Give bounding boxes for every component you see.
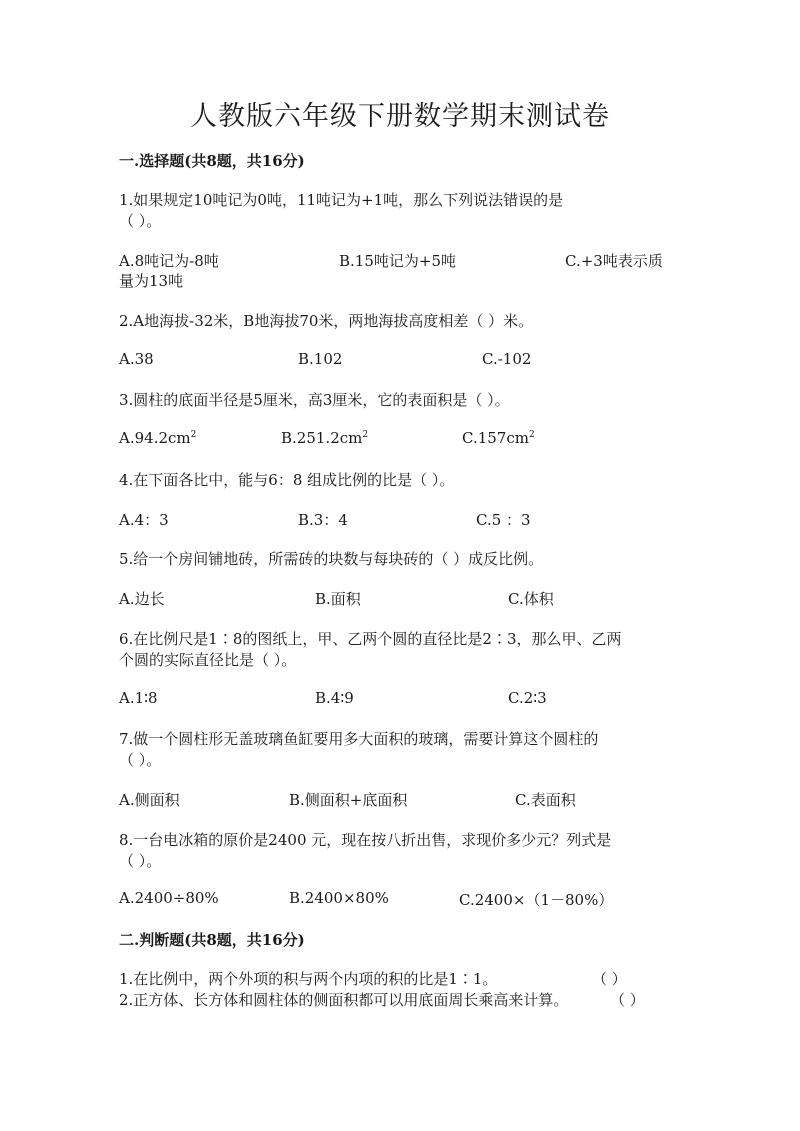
question-5-option-b: B.面积	[315, 590, 361, 608]
question-8-option-a: A.2400÷80%	[119, 889, 219, 907]
question-3-option-c: $C.157cm^2$	[462, 429, 535, 447]
question-4-line-1: 4.在下面各比中，能与6：8 组成比例的比是（ ）。	[119, 471, 455, 489]
question-8-option-c: C.2400×（1－80%）	[459, 891, 614, 909]
question-2-option-a: A.38	[119, 350, 154, 368]
question-7-option-a: A.侧面积	[119, 791, 180, 809]
question-4-option-c: C.5 ：3	[476, 511, 531, 529]
superscript: 2	[362, 430, 369, 440]
question-1-option-c: C.+3吨表示质	[565, 252, 663, 270]
superscript: 2	[190, 430, 197, 440]
question-6-option-a: A.1∶8	[119, 689, 158, 707]
question-1-option-c-continued: 量为13吨	[119, 272, 184, 290]
question-7-line-2: （ ）。	[119, 751, 162, 769]
question-6-line-2: 个圆的实际直径比是（ ）。	[119, 651, 297, 669]
question-6-option-b: B.4∶9	[315, 689, 354, 707]
question-2-option-b: B.102	[298, 350, 343, 368]
question-5-option-a: A.边长	[119, 590, 165, 608]
page-title: 人教版六年级下册数学期末测试卷	[190, 101, 610, 132]
question-5-line-1: 5.给一个房间铺地砖，所需砖的块数与每块砖的（ ）成反比例。	[119, 550, 544, 568]
question-1-option-b: B.15吨记为+5吨	[339, 252, 456, 270]
section-heading-judgment: 二.判断题(共8题，共16分)	[119, 931, 305, 949]
question-3-option-b: $B.251.2cm^2$	[281, 429, 369, 447]
question-4-option-b: B.3：4	[298, 511, 348, 529]
question-1-line-1: 1.如果规定10吨记为0吨，11吨记为+1吨，那么下列说法错误的是	[119, 191, 564, 209]
question-3-option-a: $A.94.2cm^2$	[119, 429, 197, 447]
question-6-line-1: 6.在比例尺是1∶8的图纸上，甲、乙两个圆的直径比是2∶3，那么甲、乙两	[119, 630, 622, 648]
question-3-line-1: 3.圆柱的底面半径是5厘米，高3厘米，它的表面积是（ ）。	[119, 391, 510, 409]
question-8-line-2: （ ）。	[119, 852, 162, 870]
question-7-option-c: C.表面积	[515, 791, 576, 809]
statement-2-text: 2.正方体、长方体和圆柱体的侧面积都可以用底面周长乘高来计算。	[119, 991, 569, 1009]
question-7-option-b: B.侧面积+底面积	[289, 791, 408, 809]
question-8-option-b: B.2400×80%	[289, 889, 389, 907]
question-5-option-c: C.体积	[508, 590, 554, 608]
question-2-line-1: 2.A地海拔-32米，B地海拔70米，两地海拔高度相差（ ）米。	[119, 312, 534, 330]
question-7-line-1: 7.做一个圆柱形无盖玻璃鱼缸要用多大面积的玻璃，需要计算这个圆柱的	[119, 730, 599, 748]
question-6-option-c: C.2∶3	[508, 689, 547, 707]
superscript: 2	[528, 430, 535, 440]
statement-1-blank: （ ）	[592, 970, 627, 988]
question-8-line-1: 8.一台电冰箱的原价是2400 元，现在按八折出售，求现价多少元？列式是	[119, 831, 612, 849]
section-heading-choice: 一.选择题(共8题，共16分)	[119, 152, 305, 170]
question-2-option-c: C.-102	[482, 350, 532, 368]
statement-2-blank: （ ）	[610, 991, 645, 1009]
question-4-option-a: A.4：3	[119, 511, 169, 529]
question-1-line-2: （ ）。	[119, 212, 162, 230]
question-1-option-a: A.8吨记为-8吨	[119, 252, 219, 270]
statement-1-text: 1.在比例中，两个外项的积与两个内项的积的比是1∶1。	[119, 970, 498, 988]
